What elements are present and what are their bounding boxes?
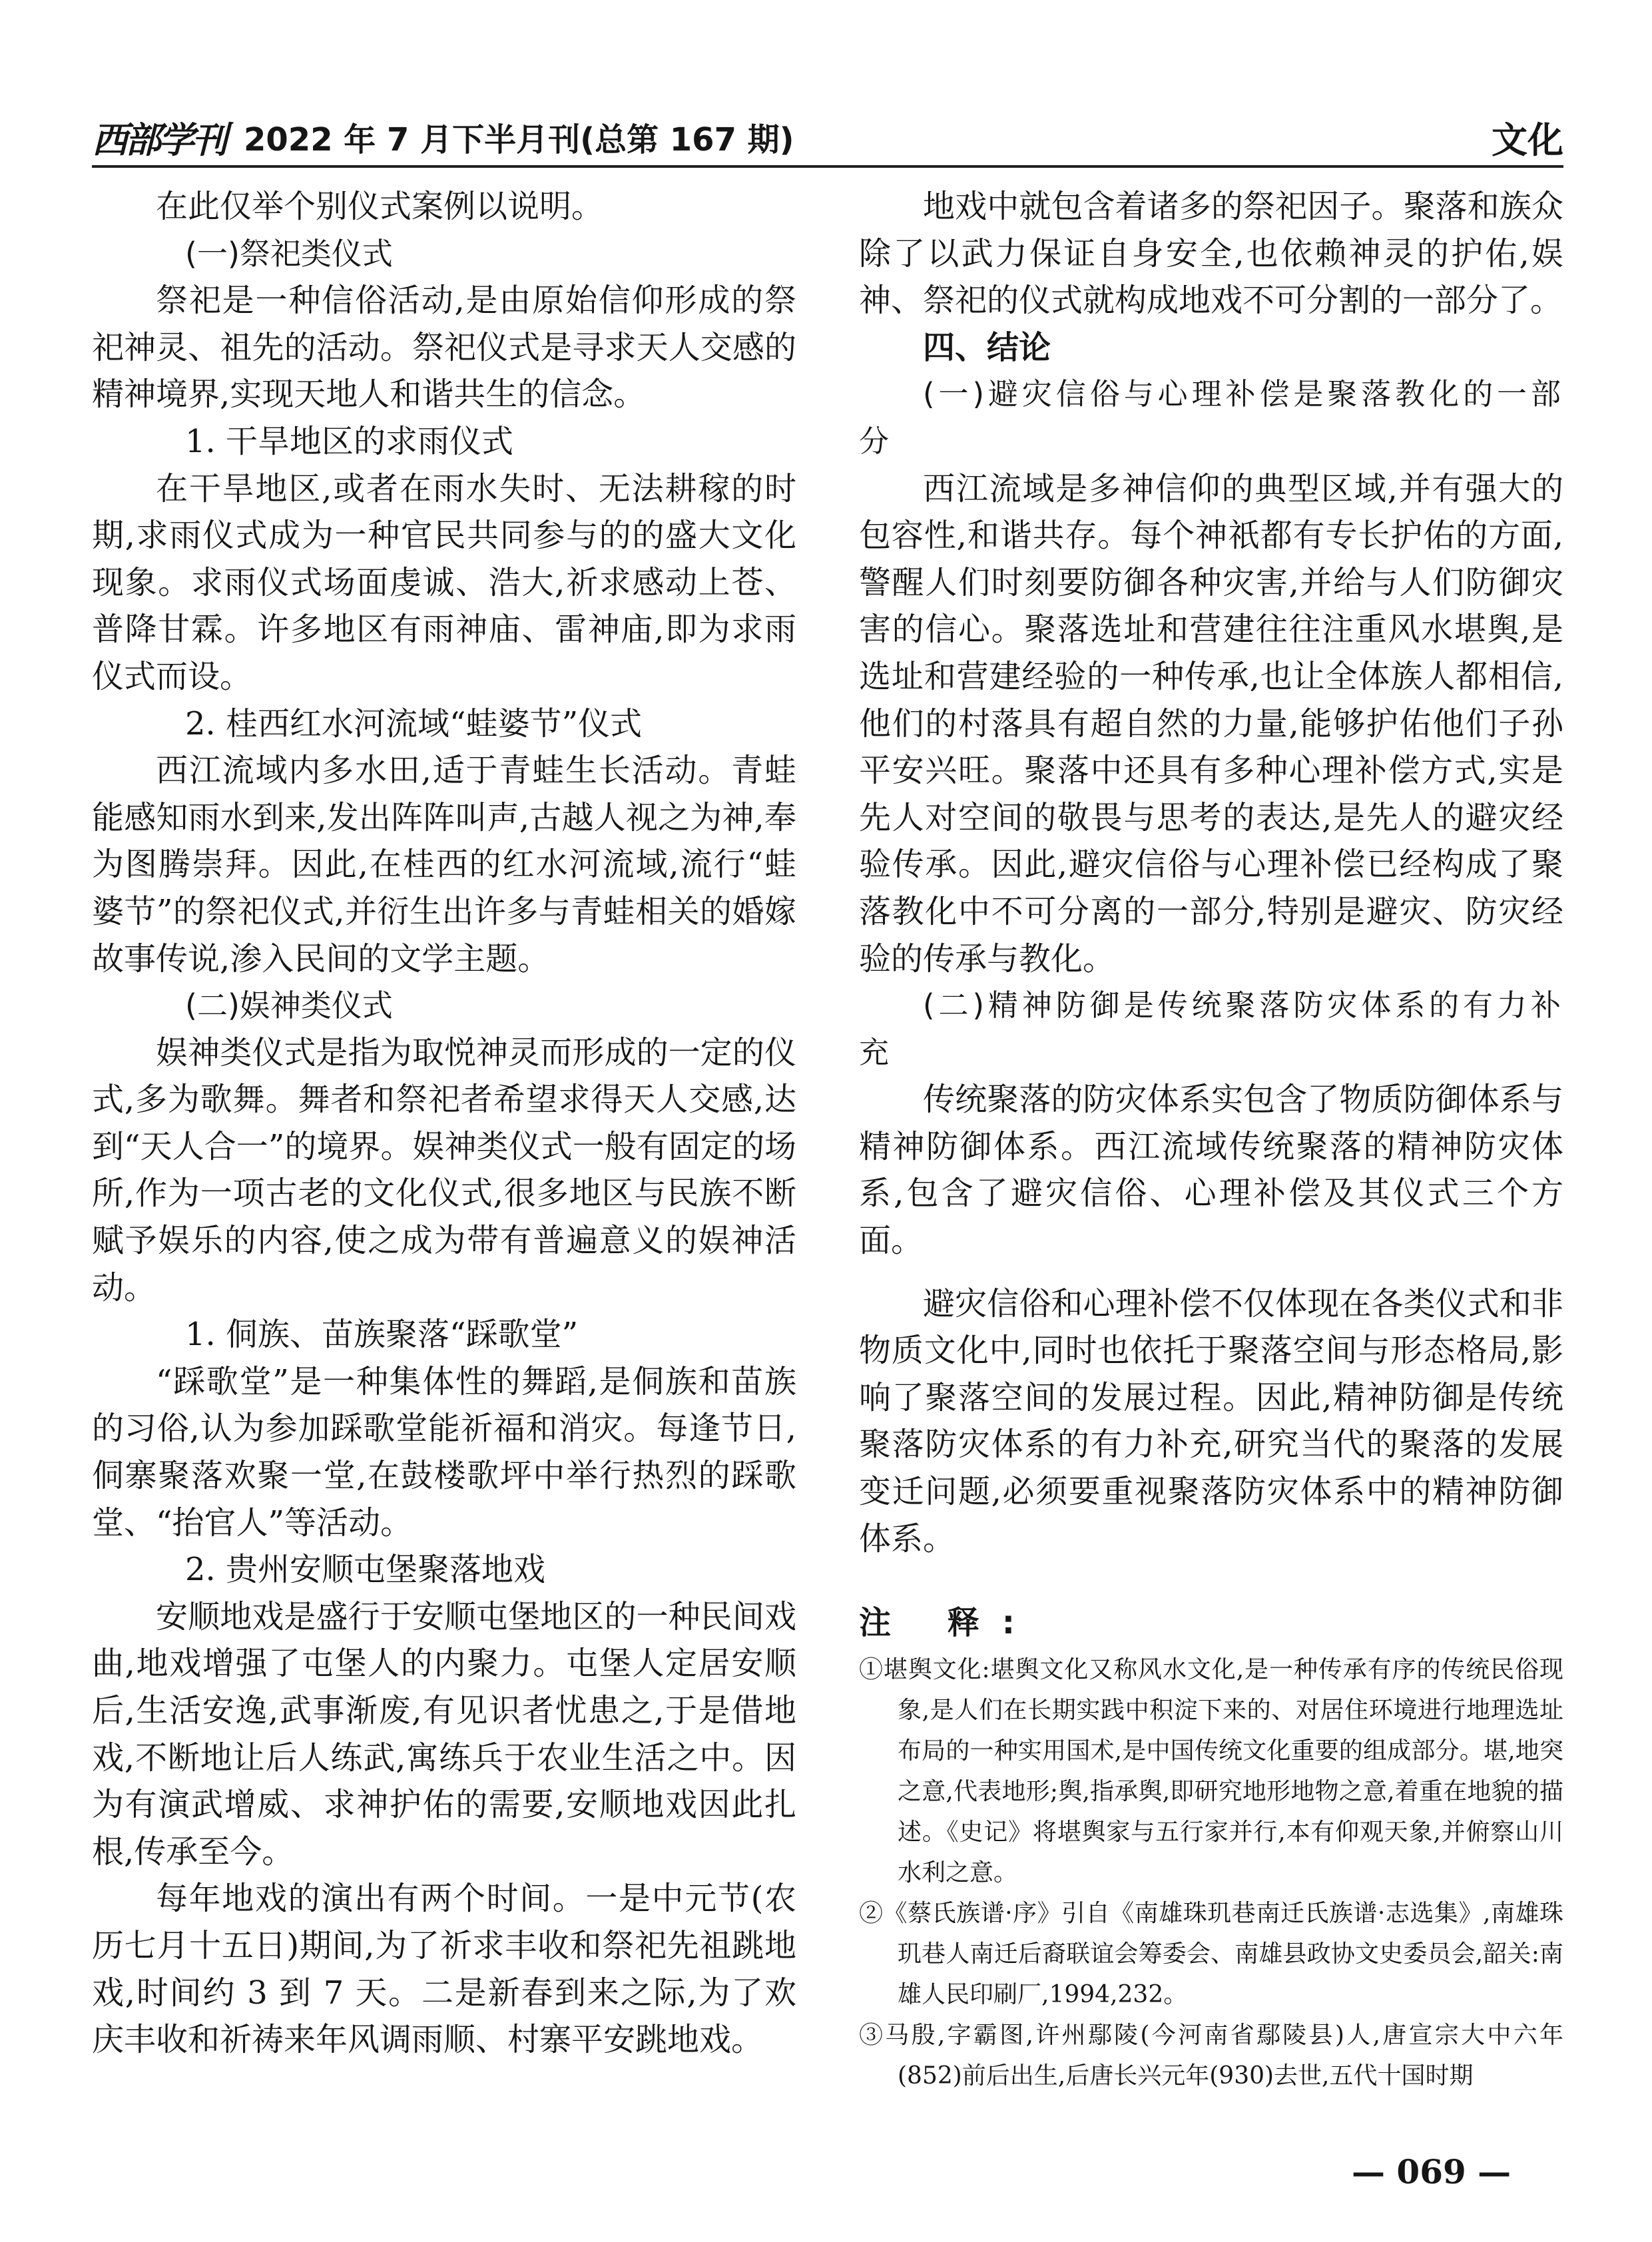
item-heading: 1. 侗族、苗族聚落“踩歌堂”	[185, 1316, 579, 1354]
header-divider	[92, 165, 1563, 168]
item-heading: 1. 干旱地区的求雨仪式	[185, 422, 514, 460]
page-number: — 069 —	[1352, 2152, 1512, 2191]
paragraph: 西江流域是多神信仰的典型区域,并有强大的包容性,和谐共存。每个神祇都有专长护佑的方面,警醒人们时刻要防御各种灾害,并给与人们防御灾害的信心。聚落选址和营建往往注重风水堪舆,是选址和营建经验的一种传承,也让全体族人都相信,他们的村落具有超自然的力量,能够护佑他们子孙平安兴旺。聚落中还具有多种心理补偿方式,实是先人对空间的敬畏与思考的表达,是先人的避灾经验传承。因此,避灾信俗与心理补偿已经构成了聚落教化中不可分离的一部分,特别是避灾、防灾经验的传承与教化。	[859, 469, 1563, 978]
paragraph: 在此仅举个别仪式案例以说明。	[156, 188, 604, 225]
issue-info: 2022 年 7 月下半月刊(总第 167 期)	[244, 121, 794, 158]
page-header	[92, 112, 1563, 165]
item-heading: 2. 桂西红水河流域“蛙婆节”仪式	[185, 704, 643, 742]
left-column	[92, 183, 796, 2064]
notes-section	[859, 1597, 1563, 2096]
paragraph: 在干旱地区,或者在雨水失时、无法耕稼的时期,求雨仪式成为一种官民共同参与的的盛大文化现象。求雨仪式场面虔诚、浩大,祈求感动上苍、普降甘霖。许多地区有雨神庙、雷神庙,即为求雨仪式而设。	[92, 469, 796, 695]
paragraph: 避灾信俗和心理补偿不仅体现在各类仪式和非物质文化中,同时也依托于聚落空间与形态格局,影响了聚落空间的发展过程。因此,精神防御是传统聚落防灾体系的有力补充,研究当代的聚落的发展变迁问题,必须要重视聚落防灾体系中的精神防御体系。	[859, 1284, 1563, 1557]
paragraph: “踩歌堂”是一种集体性的舞蹈,是侗族和苗族的习俗,认为参加踩歌堂能祈福和消灾。每逢节日,侗寨聚落欢聚一堂,在鼓楼歌坪中举行热烈的踩歌堂、“抬官人”等活动。	[92, 1362, 796, 1541]
subsection-heading: (一)祭祀类仪式	[185, 235, 393, 272]
paragraph: 每年地戏的演出有两个时间。一是中元节(农历七月十五日)期间,为了祈求丰收和祭祀先祖跳地戏,时间约 3 到 7 天。二是新春到来之际,为了欢庆丰收和祈祷来年风调雨顺、村寨平安跳地戏。	[92, 1880, 796, 2059]
note-item: ②《蔡氏族谱·序》引自《南雄珠玑巷南迁氏族谱·志选集》,南雄珠玑巷人南迁后裔联谊会筹委会、南雄县政协文史委员会,韶关:南雄人民印刷厂,1994,232。	[859, 1900, 1563, 2008]
paragraph: 娱神类仪式是指为取悦神灵而形成的一定的仪式,多为歌舞。舞者和祭祀者希望求得天人交感,达到“天人合一”的境界。娱神类仪式一般有固定的场所,作为一项古老的文化仪式,很多地区与民族不断赋予娱乐的内容,使之成为带有普遍意义的娱神活动。	[92, 1033, 796, 1306]
section-label: 文化	[1492, 119, 1563, 161]
notes-title: 注 释:	[859, 1604, 1037, 1641]
subsection-heading: (二)精神防御是传统聚落防灾体系的有力补充	[859, 987, 1563, 1070]
paragraph: 祭祀是一种信俗活动,是由原始信仰形成的祭祀神灵、祖先的活动。祭祀仪式是寻求天人交感的精神境界,实现天地人和谐共生的信念。	[92, 282, 796, 414]
paragraph: 安顺地戏是盛行于安顺屯堡地区的一种民间戏曲,地戏增强了屯堡人的内聚力。屯堡人定居安顺后,生活安逸,武事渐废,有见识者忧患之,于是借地戏,不断地让后人练武,寓练兵于农业生活之中。因为有演武增威、求神护佑的需要,安顺地戏因此扎根,传承至今。	[92, 1597, 796, 1870]
item-heading: 2. 贵州安顺屯堡聚落地戏	[185, 1551, 546, 1589]
note-item: ①堪舆文化:堪舆文化又称风水文化,是一种传承有序的传统民俗现象,是人们在长期实践中积淀下来的、对居住环境进行地理选址布局的一种实用国术,是中国传统文化重要的组成部分。堪,地突之意,代表地形;舆,指承舆,即研究地形地物之意,着重在地貌的描述。《史记》将堪舆家与五行家并行,本有仰观天象,并俯察山川水利之意。	[859, 1656, 1563, 1886]
paragraph: 地戏中就包含着诸多的祭祀因子。聚落和族众除了以武力保证自身安全,也依赖神灵的护佑,娱神、祭祀的仪式就构成地戏不可分割的一部分了。	[859, 188, 1563, 320]
paragraph: 传统聚落的防灾体系实包含了物质防御体系与精神防御体系。西江流域传统聚落的精神防灾体系,包含了避灾信俗、心理补偿及其仪式三个方面。	[859, 1081, 1563, 1260]
subsection-heading: (二)娱神类仪式	[185, 987, 393, 1024]
section-heading: 四、结论	[923, 328, 1051, 366]
journal-logo: 西部学刊	[92, 119, 225, 161]
subsection-heading: (一)避灾信俗与心理补偿是聚落教化的一部分	[859, 376, 1563, 459]
paragraph: 西江流域内多水田,适于青蛙生长活动。青蛙能感知雨水到来,发出阵阵叫声,古越人视之为神,奉为图腾崇拜。因此,在桂西的红水河流域,流行“蛙婆节”的祭祀仪式,并衍生出许多与青蛙相关的婚嫁故事传说,渗入民间的文学主题。	[92, 752, 796, 978]
right-column	[859, 183, 1563, 1562]
note-item: ③马殷,字霸图,许州鄢陵(今河南省鄢陵县)人,唐宣宗大中六年(852)前后出生,后唐长兴元年(930)去世,五代十国时期	[859, 2022, 1563, 2090]
